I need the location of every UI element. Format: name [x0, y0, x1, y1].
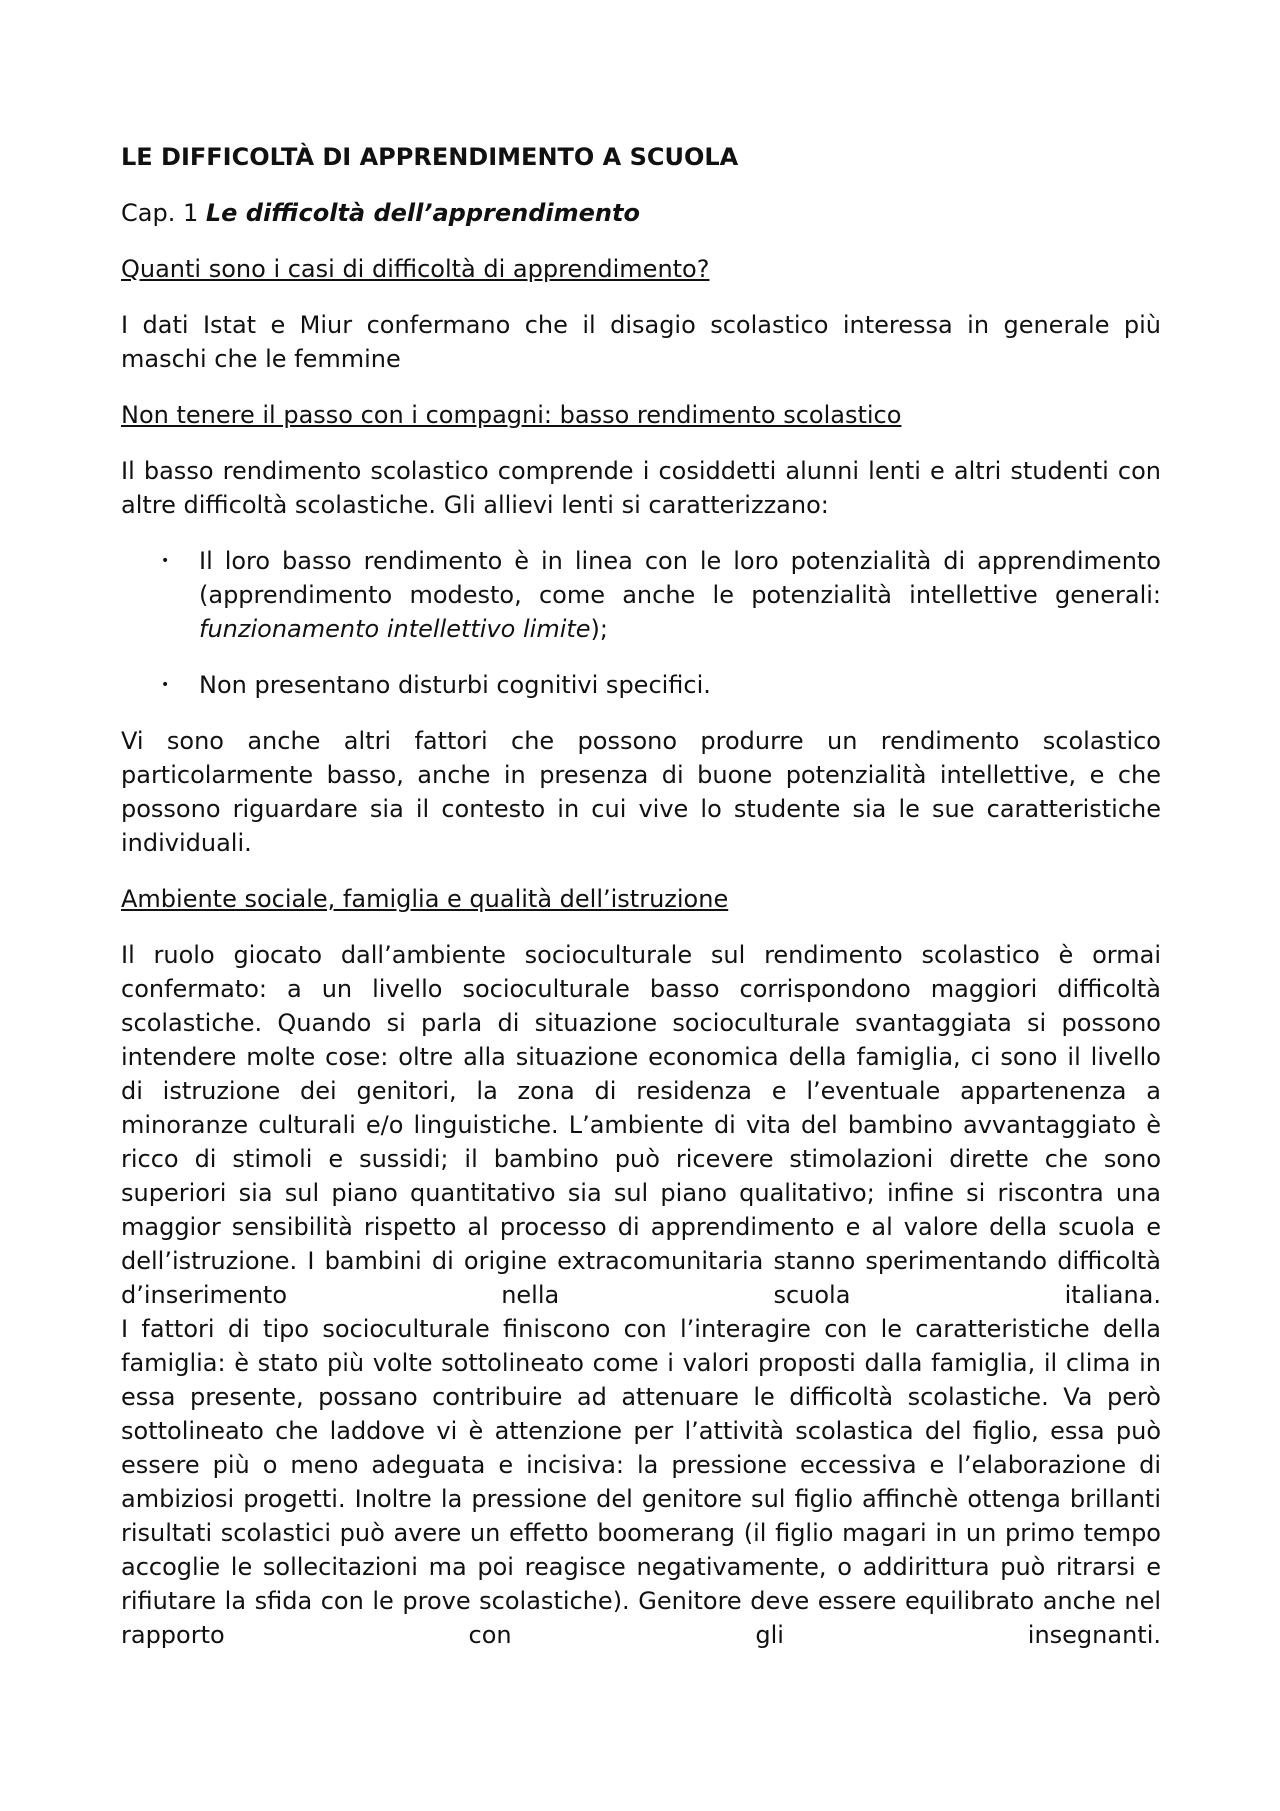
bullet-icon: • [161, 677, 170, 693]
chapter-title: Le difficoltà dell’apprendimento [205, 199, 640, 227]
paragraph-sociocultural: Il ruolo giocato dall’ambiente socioculturale sul rendimento scolastico è ormai confermato: a un livello socioculturale basso corrispondono maggiori difficoltà scolastiche. Quando si parla di situazione socioculturale svantaggiata si possono intendere molte cose: oltre alla situazione economica della famiglia, ci sono il livello di istruzione dei genitori, la zona di residenza e l’eventuale appartenenza a minoranze culturali e/o linguistiche. L’ambiente di vita del bambino avvantaggiato è ricco di stimoli e sussidi; il bambino può ricevere stimolazioni dirette che sono superiori sia sul piano quantitativo sia sul piano qualitativo; infine si riscontra una maggior sensibilità rispetto al processo di apprendimento e al valore della scuola e dell’istruzione. I bambini di origine extracomunitaria stanno sperimentando difficoltà d’inserimento nella scuola italiana. [121, 941, 1161, 1309]
paragraph-istat: I dati Istat e Miur confermano che il disagio scolastico interessa in generale più maschi che le femmine [121, 311, 1161, 373]
paragraph-low-performance: Il basso rendimento scolastico comprende i cosiddetti alunni lenti e altri studenti con altre difficoltà scolastiche. Gli allievi lenti si caratterizzano: [121, 457, 1161, 519]
bullet-text: Il loro basso rendimento è in linea con le loro potenzialità di apprendimento (apprendimento modesto, come anche le potenzialità intellettive generali: [199, 547, 1161, 609]
bullet-list [121, 544, 1161, 702]
document-page [121, 140, 1161, 1674]
chapter-heading [121, 196, 1161, 230]
bullet-italic-term: funzionamento intellettivo limite [199, 615, 591, 643]
section-heading-low-performance: Non tenere il passo con i compagni: basso rendimento scolastico [121, 401, 902, 429]
bullet-text: Non presentano disturbi cognitivi specifici. [199, 671, 711, 699]
paragraph-other-factors: Vi sono anche altri fattori che possono produrre un rendimento scolastico particolarmente basso, anche in presenza di buone potenzialità intellettive, e che possono riguardare sia il contesto in cui vive lo studente sia le sue caratteristiche individuali. [121, 727, 1161, 857]
section-heading-social-environment: Ambiente sociale, famiglia e qualità dell’istruzione [121, 885, 729, 913]
chapter-prefix: Cap. 1 [121, 199, 206, 227]
document-title: LE DIFFICOLTÀ DI APPRENDIMENTO A SCUOLA [121, 143, 739, 171]
list-item [121, 544, 1161, 646]
section-heading-cases: Quanti sono i casi di difficoltà di apprendimento? [121, 255, 710, 283]
bullet-text-end: ); [590, 615, 608, 643]
bullet-icon: • [161, 553, 170, 569]
list-item [121, 668, 1161, 702]
paragraph-family: I fattori di tipo socioculturale finiscono con l’interagire con le caratteristiche della famiglia: è stato più volte sottolineato come i valori proposti dalla famiglia, il clima in essa presente, possano contribuire ad attenuare le difficoltà scolastiche. Va però sottolineato che laddove vi è attenzione per l’attività scolastica del figlio, essa può essere più o meno adeguata e incisiva: la pressione eccessiva e l’elaborazione di ambiziosi progetti. Inoltre la pressione del genitore sul figlio affinchè ottenga brillanti risultati scolastici può avere un effetto boomerang (il figlio magari in un primo tempo accoglie le sollecitazioni ma poi reagisce negativamente, o addirittura può ritrarsi e rifiutare la sfida con le prove scolastiche). Genitore deve essere equilibrato anche nel rapporto con gli insegnanti. [121, 1315, 1161, 1649]
